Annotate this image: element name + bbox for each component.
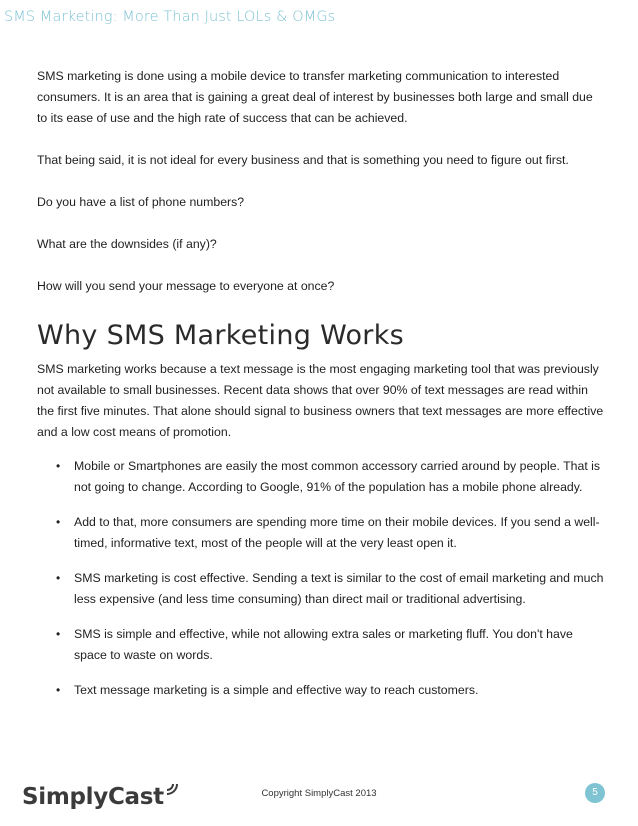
bullet-text: SMS is simple and effective, while not allowing extra sales or marketing fluff. You don't have space to waste on words. <box>74 627 573 662</box>
page-content <box>37 66 605 715</box>
intro-paragraph-2: That being said, it is not ideal for every business and that is something you need to figure out first. <box>37 153 569 167</box>
bullet-list <box>37 456 605 701</box>
intro-paragraph-1: SMS marketing is done using a mobile device to transfer marketing communication to interested consumers. It is an area that is gaining a great deal of interest by businesses both large and small due to its ease of use and the high rate of success that can be achieved. <box>37 69 593 125</box>
bullet-item <box>37 680 605 701</box>
bullet-dot-icon: • <box>56 515 61 529</box>
running-title: SMS Marketing: More Than Just LOLs & OMGs <box>4 9 336 25</box>
intro-question-2: What are the downsides (if any)? <box>37 237 217 251</box>
copyright-notice: Copyright SimplyCast 2013 <box>261 788 377 799</box>
intro-question-3: How will you send your message to everyone at once? <box>37 279 335 293</box>
bullet-text: Add to that, more consumers are spending more time on their mobile devices. If you send a well-timed, informative text, most of the people will at the very least open it. <box>74 515 600 550</box>
bullet-text: Mobile or Smartphones are easily the most common accessory carried around by people. That is not going to change. According to Google, 91% of the population has a mobile phone already. <box>74 459 601 494</box>
section-heading: Why SMS Marketing Works <box>37 320 405 351</box>
intro-question-1: Do you have a list of phone numbers? <box>37 195 245 209</box>
bullet-item <box>37 512 605 554</box>
section-body: SMS marketing works because a text message is the most engaging marketing tool that was previously not available to small businesses. Recent data shows that over 90% of text messages are read within the first five minutes. That alone should signal to business owners that text messages are more effective and a low cost means of promotion. <box>37 362 604 439</box>
logo-wordmark: SimplyCast <box>22 784 164 810</box>
bullet-dot-icon: • <box>56 627 61 641</box>
bullet-item <box>37 456 605 498</box>
bullet-text: SMS marketing is cost effective. Sending a text is similar to the cost of email marketing and much less expensive (and less time consuming) than direct mail or traditional advertising. <box>74 571 604 606</box>
bullet-item <box>37 568 605 610</box>
page-number-badge: 5 <box>585 783 605 803</box>
bullet-dot-icon: • <box>56 571 61 585</box>
bullet-dot-icon: • <box>56 683 61 697</box>
bullet-item <box>37 624 605 666</box>
bullet-dot-icon: • <box>56 459 61 473</box>
bullet-text: Text message marketing is a simple and effective way to reach customers. <box>74 683 479 697</box>
